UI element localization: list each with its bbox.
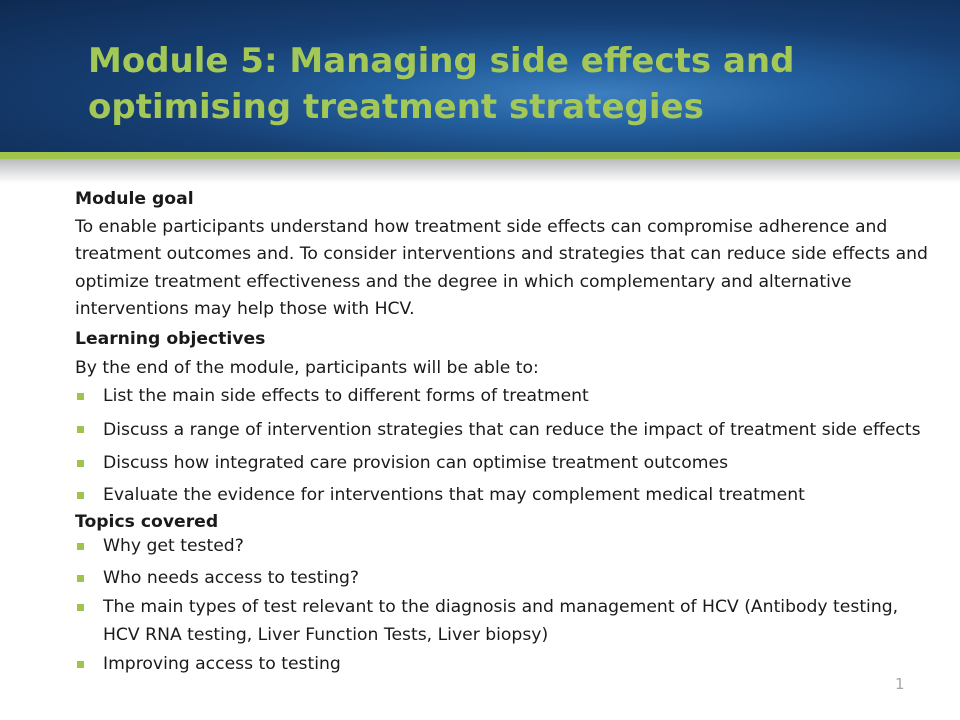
list-item bbox=[75, 565, 935, 593]
list-item bbox=[75, 414, 935, 446]
square-bullet-icon bbox=[77, 661, 84, 668]
square-bullet-icon bbox=[77, 460, 84, 467]
list-item bbox=[75, 450, 935, 478]
header-shadow bbox=[0, 159, 960, 183]
slide-header bbox=[0, 0, 960, 152]
header-accent-bar bbox=[0, 152, 960, 159]
topics-covered-list bbox=[75, 533, 935, 679]
slide-title: Module 5: Managing side effects and optimising treatment strategies bbox=[88, 41, 795, 127]
list-item-text: Discuss a range of intervention strategies that can reduce the impact of treatment side effects bbox=[103, 420, 921, 440]
list-item bbox=[75, 533, 935, 561]
square-bullet-icon bbox=[77, 604, 84, 611]
list-item-text: List the main side effects to different forms of treatment bbox=[103, 385, 589, 406]
list-item-text: Why get tested? bbox=[103, 536, 244, 556]
module-goal-text: To enable participants understand how treatment side effects can compromise adherence and treatment outcomes and. To consider interventions and strategies that can reduce side effects and optimize treatment effectiveness and the degree in which complementary and alternative interventions may help those with HCV. bbox=[75, 216, 928, 319]
slide-body bbox=[75, 186, 935, 679]
module-goal-heading: Module goal bbox=[75, 189, 194, 209]
list-item bbox=[75, 594, 935, 649]
page-number: 1 bbox=[895, 675, 905, 693]
square-bullet-icon bbox=[77, 492, 84, 499]
list-item-text: Discuss how integrated care provision can optimise treatment outcomes bbox=[103, 453, 729, 473]
square-bullet-icon bbox=[77, 426, 84, 433]
list-item-text: Evaluate the evidence for interventions that may complement medical treatment bbox=[103, 484, 805, 505]
list-item bbox=[75, 482, 935, 510]
list-item-text: The main types of test relevant to the diagnosis and management of HCV (Antibody testing, HCV RNA testing, Liver Function Tests, Liver biopsy) bbox=[103, 597, 899, 645]
topics-covered-heading: Topics covered bbox=[75, 512, 219, 532]
list-item bbox=[75, 651, 935, 679]
list-item bbox=[75, 383, 935, 411]
square-bullet-icon bbox=[77, 575, 84, 582]
learning-objectives-intro: By the end of the module, participants will be able to: bbox=[75, 358, 539, 378]
learning-objectives-list bbox=[75, 383, 935, 510]
list-item-text: Who needs access to testing? bbox=[103, 567, 360, 588]
learning-objectives-heading: Learning objectives bbox=[75, 328, 266, 349]
square-bullet-icon bbox=[77, 393, 84, 400]
square-bullet-icon bbox=[77, 543, 84, 550]
list-item-text: Improving access to testing bbox=[103, 654, 341, 674]
